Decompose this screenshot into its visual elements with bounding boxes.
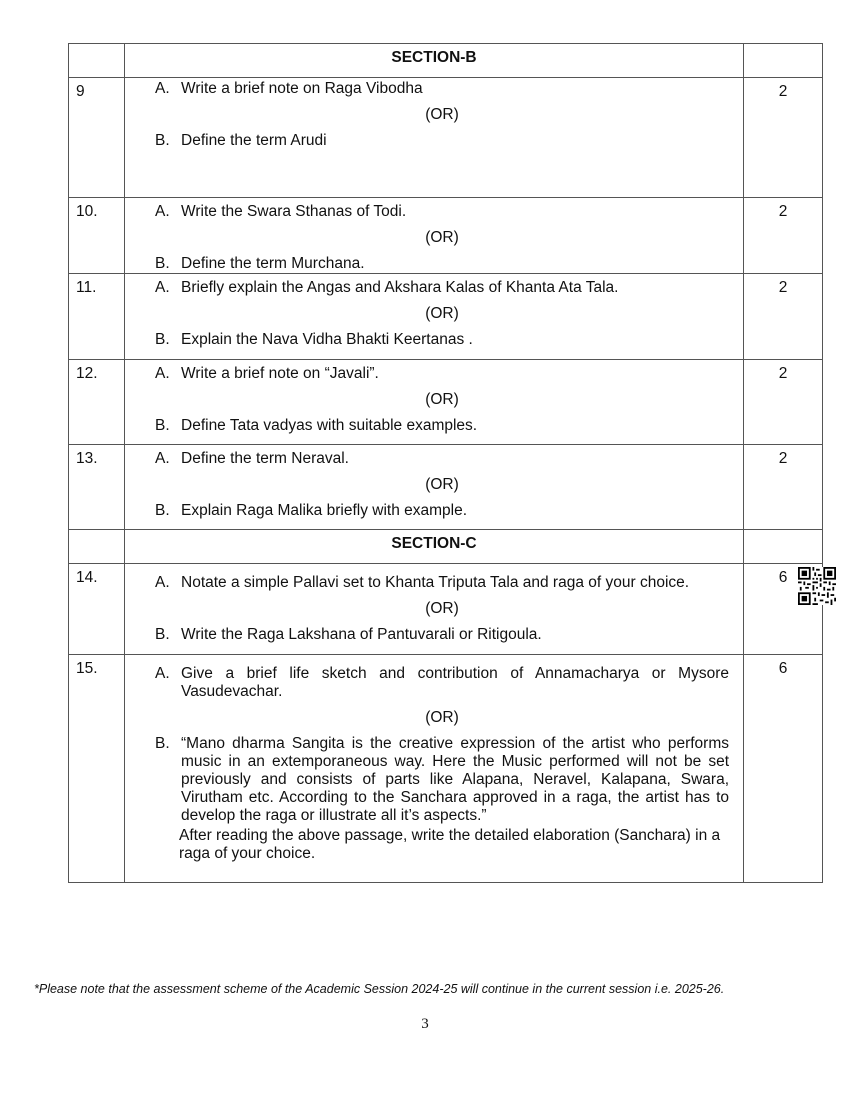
marks: 2 — [744, 198, 823, 274]
question-content — [125, 360, 744, 445]
passage-instruction: After reading the above passage, write the detailed elaboration (Sanchara) in a raga of your choice. — [179, 827, 721, 862]
option-b-text: Define Tata vadyas with suitable examples. — [181, 417, 478, 434]
option-a-label: A. — [155, 574, 170, 591]
option-a-text: Notate a simple Pallavi set to Khanta Triputa Tala and raga of your choice. — [181, 574, 690, 591]
section-b-header-row — [69, 44, 823, 78]
option-a-text: Write the Swara Sthanas of Todi. — [181, 203, 407, 220]
question-row-11 — [69, 274, 823, 360]
option-b-label: B. — [155, 331, 170, 348]
option-a-text: Give a brief life sketch and contribution of Annamacharya or Mysore Vasudevachar. — [181, 665, 729, 700]
or-divider: (OR) — [425, 106, 459, 123]
option-a-label: A. — [155, 80, 170, 97]
option-b — [155, 626, 729, 644]
option-a — [155, 279, 729, 297]
option-b-text: Define the term Arudi — [181, 132, 327, 149]
option-a — [155, 665, 729, 701]
option-b-label: B. — [155, 417, 170, 434]
option-a — [155, 365, 729, 383]
question-row-15 — [69, 655, 823, 883]
page-number: 3 — [421, 1016, 429, 1032]
option-b-text: “Mano dharma Sangita is the creative expression of the artist who performs music in an extemporaneous way. Here the Music performed will not be set previously and consists of parts like Alapana, Neravel, Kalapana, Swara, Virutham etc. According to the Sanchara approved in a raga, the artist has to develop the raga or illustrate all it’s aspects.” — [181, 735, 729, 824]
option-b — [155, 735, 729, 825]
question-content — [125, 274, 744, 360]
question-content — [125, 655, 744, 883]
option-a-label: A. — [155, 450, 170, 467]
option-a-text: Write a brief note on Raga Vibodha — [181, 80, 423, 97]
option-a — [155, 450, 729, 468]
option-a-label: A. — [155, 365, 170, 382]
option-b — [155, 502, 729, 520]
option-a-text: Define the term Neraval. — [181, 450, 349, 467]
question-content — [125, 198, 744, 274]
question-number: 11. — [69, 274, 125, 360]
option-b-text: Write the Raga Lakshana of Pantuvarali or Ritigoula. — [181, 626, 542, 643]
option-a-text: Write a brief note on “Javali”. — [181, 365, 379, 382]
marks: 2 — [744, 360, 823, 445]
option-b — [155, 417, 729, 435]
option-a-label: A. — [155, 203, 170, 220]
blank-cell — [744, 44, 823, 78]
option-a-text: Briefly explain the Angas and Akshara Kalas of Khanta Ata Tala. — [181, 279, 619, 296]
section-c-title: SECTION-C — [125, 530, 744, 564]
marks-value: 6 — [778, 569, 788, 586]
option-a-label: A. — [155, 665, 170, 682]
question-row-12 — [69, 360, 823, 445]
question-content — [125, 445, 744, 530]
question-table — [68, 43, 823, 883]
option-a — [155, 80, 729, 98]
footnote: *Please note that the assessment scheme of the Academic Session 2024-25 will continue in the current session i.e. 2025-26. — [34, 982, 725, 996]
option-a-label: A. — [155, 279, 170, 296]
option-b-text: Define the term Murchana. — [181, 255, 365, 272]
question-number: 15. — [69, 655, 125, 883]
or-divider: (OR) — [425, 391, 459, 408]
marks — [744, 564, 823, 655]
question-number: 9 — [69, 78, 125, 198]
or-divider: (OR) — [425, 709, 459, 726]
option-b-label: B. — [155, 735, 170, 752]
question-content — [125, 78, 744, 198]
option-a — [155, 203, 729, 221]
marks: 2 — [744, 445, 823, 530]
question-row-14 — [69, 564, 823, 655]
question-row-13 — [69, 445, 823, 530]
blank-cell — [69, 44, 125, 78]
option-b-text: Explain Raga Malika briefly with example. — [181, 502, 468, 519]
question-row-10 — [69, 198, 823, 274]
option-b — [155, 255, 729, 273]
option-b — [155, 132, 729, 150]
option-b-label: B. — [155, 626, 170, 643]
option-b-label: B. — [155, 255, 170, 272]
option-b — [155, 331, 729, 349]
question-number: 10. — [69, 198, 125, 274]
blank-cell — [744, 530, 823, 564]
question-row-9 — [69, 78, 823, 198]
option-b-label: B. — [155, 502, 170, 519]
question-content — [125, 564, 744, 655]
option-b-label: B. — [155, 132, 170, 149]
or-divider: (OR) — [425, 476, 459, 493]
or-divider: (OR) — [425, 229, 459, 246]
option-a — [155, 574, 729, 592]
blank-cell — [69, 530, 125, 564]
marks: 6 — [744, 655, 823, 883]
marks: 2 — [744, 78, 823, 198]
or-divider: (OR) — [425, 600, 459, 617]
option-b-text: Explain the Nava Vidha Bhakti Keertanas . — [181, 331, 473, 348]
or-divider: (OR) — [425, 305, 459, 322]
question-number: 12. — [69, 360, 125, 445]
section-b-title: SECTION-B — [125, 44, 744, 78]
question-number: 14. — [69, 564, 125, 655]
qr-code-icon — [798, 567, 836, 605]
section-c-header-row — [69, 530, 823, 564]
marks: 2 — [744, 274, 823, 360]
question-number: 13. — [69, 445, 125, 530]
